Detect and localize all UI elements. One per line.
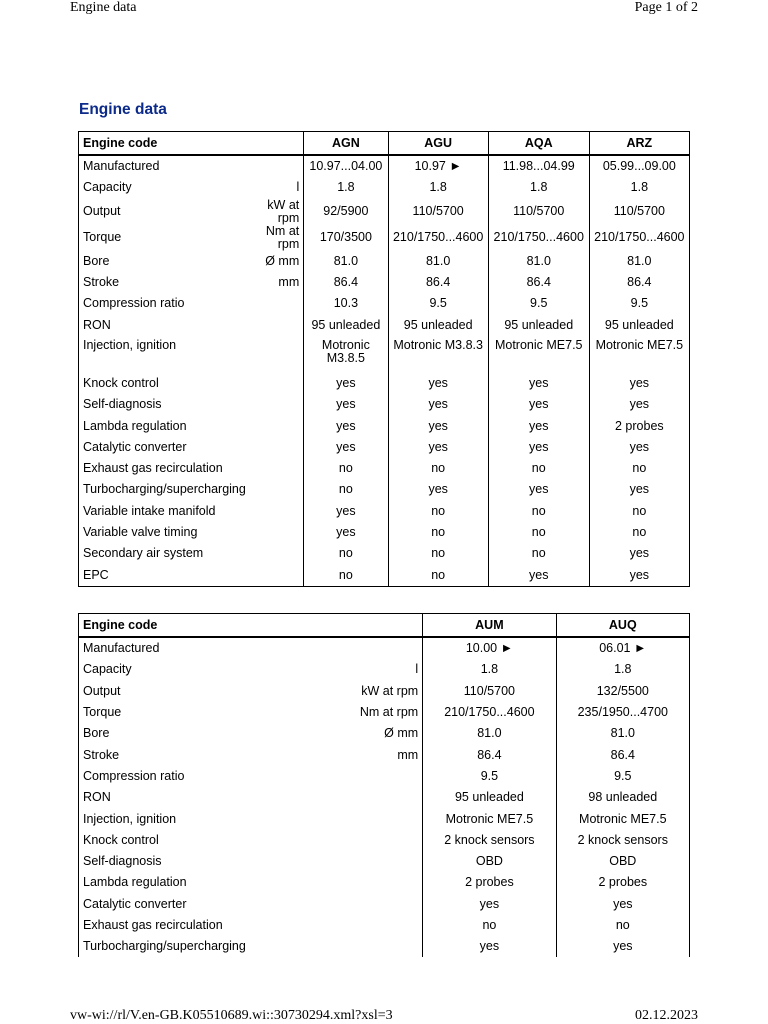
table-row — [79, 373, 690, 394]
table-row — [79, 808, 690, 829]
row-label: Injection, ignition — [83, 337, 177, 352]
row-label: RON — [83, 317, 111, 332]
table-row — [79, 479, 690, 500]
engine-code-header: Engine code — [79, 132, 304, 156]
cell-value: yes — [488, 415, 589, 436]
row-label: Manufactured — [79, 637, 250, 659]
cell-value: no — [388, 458, 488, 479]
cell-value: 86.4 — [488, 272, 589, 293]
row-unit — [250, 314, 304, 335]
table-row — [79, 437, 690, 458]
row-unit — [250, 373, 304, 394]
row-label: Compression ratio — [83, 768, 185, 783]
engine-code-header: Engine code — [79, 614, 423, 638]
table-row — [79, 681, 690, 702]
cell-value: 95 unleaded — [488, 314, 589, 335]
cell-value: no — [388, 543, 488, 564]
cell-value: yes — [488, 479, 589, 500]
cell-value: yes — [388, 437, 488, 458]
row-label: Stroke — [83, 275, 120, 290]
cell-value: no — [589, 458, 689, 479]
cell-value: 10.97 ► — [388, 155, 488, 177]
cell-value: 110/5700 — [589, 199, 689, 225]
row-label: Injection, ignition — [83, 811, 177, 826]
row-unit: Ø mm — [265, 253, 300, 268]
table-row — [79, 787, 690, 808]
cell-value: 95 unleaded — [388, 314, 488, 335]
table-row — [79, 830, 690, 851]
cell-value: no — [488, 458, 589, 479]
table-row — [79, 723, 690, 744]
cell-value: Motronic ME7.5 — [556, 808, 689, 829]
row-unit — [250, 808, 423, 829]
row-label: Self-diagnosis — [83, 854, 162, 869]
cell-value: yes — [423, 936, 556, 957]
row-unit: Ø mm — [384, 726, 419, 741]
table-row — [79, 894, 690, 915]
cell-value: 9.5 — [423, 766, 556, 787]
column-header: AUQ — [556, 614, 689, 638]
row-unit — [250, 336, 304, 373]
cell-value: 1.8 — [589, 177, 689, 198]
cell-value: Motronic ME7.5 — [488, 336, 589, 373]
cell-value: yes — [589, 564, 689, 586]
table-row — [79, 272, 690, 293]
cell-value: 1.8 — [423, 659, 556, 680]
column-header: ARZ — [589, 132, 689, 156]
cell-value: 81.0 — [304, 251, 388, 272]
table-row — [79, 637, 690, 659]
row-unit — [250, 787, 423, 808]
cell-value: yes — [388, 394, 488, 415]
cell-value: 2 probes — [556, 872, 689, 893]
cell-value: 10.3 — [304, 293, 388, 314]
cell-value: no — [304, 564, 388, 586]
cell-value: 110/5700 — [488, 199, 589, 225]
table-row — [79, 936, 690, 957]
cell-value: 210/1750...4600 — [488, 225, 589, 251]
row-label: Knock control — [83, 832, 159, 847]
cell-value: 95 unleaded — [589, 314, 689, 335]
engine-data-table-2 — [78, 613, 690, 957]
row-label: Variable intake manifold — [83, 503, 216, 518]
cell-value: 95 unleaded — [304, 314, 388, 335]
table-header-row — [79, 132, 690, 156]
table-row — [79, 251, 690, 272]
cell-value: yes — [388, 373, 488, 394]
row-unit — [250, 293, 304, 314]
row-unit — [250, 522, 304, 543]
row-label: Stroke — [83, 747, 120, 762]
cell-value: 81.0 — [423, 723, 556, 744]
table-row — [79, 564, 690, 586]
table-row — [79, 915, 690, 936]
cell-value: yes — [589, 394, 689, 415]
cell-value: 9.5 — [488, 293, 589, 314]
row-label: RON — [83, 790, 111, 805]
cell-value: Motronic M3.8.5 — [304, 336, 388, 373]
cell-value: Motronic M3.8.3 — [388, 336, 488, 373]
cell-value: 210/1750...4600 — [589, 225, 689, 251]
cell-value: yes — [304, 415, 388, 436]
row-unit: mm — [397, 747, 419, 762]
cell-value: yes — [304, 373, 388, 394]
cell-value: yes — [388, 479, 488, 500]
page-number: Page 1 of 2 — [634, 0, 698, 15]
cell-value: no — [388, 522, 488, 543]
row-unit — [250, 894, 423, 915]
cell-value: no — [488, 522, 589, 543]
table-row — [79, 314, 690, 335]
row-unit — [250, 501, 304, 522]
cell-value: 110/5700 — [423, 681, 556, 702]
row-unit: Nm at rpm — [359, 705, 419, 720]
table-row — [79, 225, 690, 251]
table-header-row — [79, 614, 690, 638]
row-unit: Nm at rpm — [265, 223, 300, 251]
row-label: Turbocharging/supercharging — [83, 939, 246, 954]
cell-value: OBD — [423, 851, 556, 872]
cell-value: yes — [589, 479, 689, 500]
row-unit: kW at rpm — [267, 197, 300, 225]
cell-value: yes — [304, 501, 388, 522]
page-header-title: Engine data — [70, 0, 137, 15]
row-unit: mm — [278, 275, 300, 290]
cell-value: yes — [488, 564, 589, 586]
cell-value: 81.0 — [589, 251, 689, 272]
row-unit: kW at rpm — [361, 683, 419, 698]
column-header: AGU — [388, 132, 488, 156]
column-header: AQA — [488, 132, 589, 156]
table-row — [79, 394, 690, 415]
cell-value: 10.00 ► — [423, 637, 556, 659]
row-label: Exhaust gas recirculation — [83, 461, 223, 476]
cell-value: Motronic ME7.5 — [423, 808, 556, 829]
cell-value: 86.4 — [388, 272, 488, 293]
table-row — [79, 522, 690, 543]
cell-value: 2 knock sensors — [556, 830, 689, 851]
cell-value: 9.5 — [556, 766, 689, 787]
table-row — [79, 336, 690, 373]
table-row — [79, 458, 690, 479]
table-row — [79, 659, 690, 680]
row-label: Knock control — [83, 375, 159, 390]
row-label: Secondary air system — [83, 546, 204, 561]
cell-value: 86.4 — [556, 744, 689, 765]
cell-value: 11.98...04.99 — [488, 155, 589, 177]
cell-value: 06.01 ► — [556, 637, 689, 659]
row-unit: l — [296, 180, 300, 195]
cell-value: 110/5700 — [388, 199, 488, 225]
cell-value: 170/3500 — [304, 225, 388, 251]
cell-value: 235/1950...4700 — [556, 702, 689, 723]
table-row — [79, 293, 690, 314]
cell-value: OBD — [556, 851, 689, 872]
table-row — [79, 872, 690, 893]
cell-value: no — [304, 458, 388, 479]
column-header: AUM — [423, 614, 556, 638]
table-row — [79, 199, 690, 225]
row-label: Variable valve timing — [83, 525, 198, 539]
row-label: Compression ratio — [83, 296, 185, 311]
cell-value: 2 probes — [423, 872, 556, 893]
row-label: Catalytic converter — [83, 439, 187, 454]
row-unit — [250, 637, 423, 659]
cell-value: yes — [304, 522, 388, 543]
table-row — [79, 766, 690, 787]
row-label: Lambda regulation — [83, 418, 187, 433]
cell-value: 1.8 — [556, 659, 689, 680]
row-label: Turbocharging/supercharging — [83, 482, 246, 497]
cell-value: no — [488, 543, 589, 564]
cell-value: yes — [388, 415, 488, 436]
cell-value: 92/5900 — [304, 199, 388, 225]
row-label: Output — [83, 204, 121, 219]
cell-value: 2 knock sensors — [423, 830, 556, 851]
cell-value: 86.4 — [304, 272, 388, 293]
cell-value: no — [589, 501, 689, 522]
cell-value: yes — [589, 373, 689, 394]
row-unit: l — [415, 662, 419, 677]
cell-value: 210/1750...4600 — [423, 702, 556, 723]
cell-value: 10.97...04.00 — [304, 155, 388, 177]
cell-value: 81.0 — [556, 723, 689, 744]
row-unit — [250, 830, 423, 851]
cell-value: 2 probes — [589, 415, 689, 436]
row-label: Bore — [83, 726, 110, 741]
cell-value: no — [304, 543, 388, 564]
row-label: Lambda regulation — [83, 875, 187, 890]
cell-value: no — [589, 522, 689, 543]
cell-value: yes — [556, 894, 689, 915]
cell-value: yes — [589, 437, 689, 458]
row-unit — [250, 936, 423, 957]
table-row — [79, 155, 690, 177]
cell-value: yes — [304, 437, 388, 458]
cell-value: yes — [488, 373, 589, 394]
cell-value: yes — [304, 394, 388, 415]
cell-value: 81.0 — [488, 251, 589, 272]
cell-value: yes — [488, 437, 589, 458]
row-label: Exhaust gas recirculation — [83, 918, 223, 932]
cell-value: 81.0 — [388, 251, 488, 272]
row-unit — [250, 394, 304, 415]
cell-value: 86.4 — [423, 744, 556, 765]
row-unit — [250, 155, 304, 177]
row-unit — [250, 872, 423, 893]
table-row — [79, 744, 690, 765]
cell-value: no — [388, 564, 488, 586]
cell-value: 1.8 — [304, 177, 388, 198]
row-unit — [250, 458, 304, 479]
cell-value: no — [488, 501, 589, 522]
table-row — [79, 702, 690, 723]
row-unit — [250, 915, 423, 936]
cell-value: 86.4 — [589, 272, 689, 293]
cell-value: 1.8 — [488, 177, 589, 198]
row-label: Output — [83, 683, 121, 698]
cell-value: 132/5500 — [556, 681, 689, 702]
row-unit — [250, 415, 304, 436]
row-label: Bore — [83, 253, 110, 268]
row-label: Torque — [83, 705, 122, 720]
row-unit — [250, 766, 423, 787]
column-header: AGN — [304, 132, 388, 156]
cell-value: yes — [488, 394, 589, 415]
row-label: Capacity — [83, 662, 132, 677]
row-unit — [250, 437, 304, 458]
row-label: Torque — [83, 230, 122, 245]
row-unit — [250, 564, 304, 586]
row-label: Manufactured — [79, 155, 250, 177]
row-label: Catalytic converter — [83, 896, 187, 911]
row-label: Self-diagnosis — [83, 397, 162, 412]
table-row — [79, 543, 690, 564]
cell-value: no — [388, 501, 488, 522]
row-label: Capacity — [83, 180, 132, 195]
cell-value: yes — [423, 894, 556, 915]
row-unit — [250, 543, 304, 564]
row-unit — [250, 479, 304, 500]
cell-value: 05.99...09.00 — [589, 155, 689, 177]
cell-value: yes — [589, 543, 689, 564]
cell-value: 1.8 — [388, 177, 488, 198]
cell-value: no — [556, 915, 689, 936]
cell-value: 9.5 — [388, 293, 488, 314]
cell-value: 95 unleaded — [423, 787, 556, 808]
row-unit — [250, 851, 423, 872]
cell-value: no — [304, 479, 388, 500]
cell-value: 9.5 — [589, 293, 689, 314]
page-footer-url: vw-wi://rl/V.en-GB.K05510689.wi::30730294.xml?xsl=3 — [70, 1008, 393, 1023]
page-title: Engine data — [79, 101, 167, 118]
cell-value: Motronic ME7.5 — [589, 336, 689, 373]
table-row — [79, 501, 690, 522]
cell-value: 98 unleaded — [556, 787, 689, 808]
page-footer-date: 02.12.2023 — [635, 1008, 698, 1023]
cell-value: 210/1750...4600 — [388, 225, 488, 251]
row-label: EPC — [83, 567, 109, 582]
table-row — [79, 851, 690, 872]
table-row — [79, 415, 690, 436]
cell-value: yes — [556, 936, 689, 957]
table-row — [79, 177, 690, 198]
cell-value: no — [423, 915, 556, 936]
engine-data-table-1 — [78, 131, 690, 587]
